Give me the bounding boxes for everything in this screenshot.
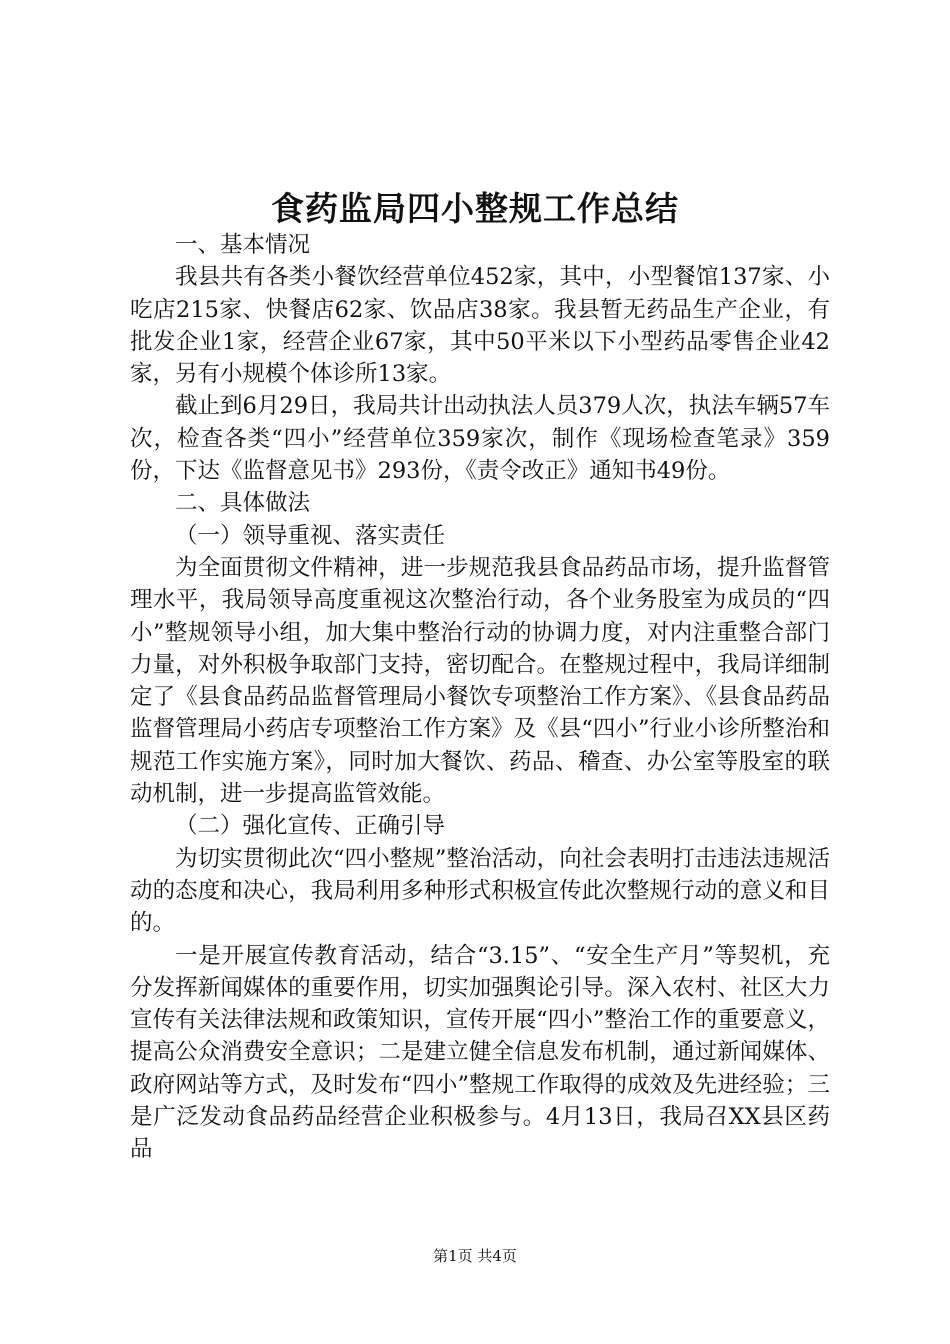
paragraph-subheading: （一）领导重视、落实责任 (175, 522, 446, 549)
page-footer: 第1页 共4页 (433, 1247, 517, 1265)
paragraph: 为全面贯彻文件精神，进一步规范我县食品药品市场，提升监督管理水平，我局领导高度重视这次整治行动，各个业务股室为成员的“四小”整规领导小组，加大集中整治行动的协调力度，对内注重整合部门力量，对外积极争取部门支持，密切配合。在整规过程中，我局详细制定了《县食品药品监督管理局小餐饮专项整治工作方案》、《县食品药品监督管理局小药店专项整治工作方案》及《县“四小”行业小诊所整治和规范工作实施方案》，同时加大餐饮、药品、稽查、办公室等股室的联动机制，进一步提高监管效能。 (130, 554, 830, 808)
paragraph: 我县共有各类小餐饮经营单位452家，其中，小型餐馆137家、小吃店215家、快餐店62家、饮品店38家。我县暂无药品生产企业，有批发企业1家，经营企业67家，其中50平米以下小型药品零售企业42家，另有小规模个体诊所13家。 (130, 264, 830, 388)
paragraph-subheading: （二）强化宣传、正确引导 (175, 813, 446, 840)
document-body (130, 229, 830, 1166)
paragraph: 一是开展宣传教育活动，结合“3.15”、“安全生产月”等契机，充分发挥新闻媒体的重要作用，切实加强舆论引导。深入农村、社区大力宣传有关法律法规和政策知识，宣传开展“四小”整治工作的重要意义，提高公众消费安全意识；二是建立健全信息发布机制，通过新闻媒体、政府网站等方式，及时发布“四小”整规工作取得的成效及先进经验；三是广泛发动食品药品经营企业积极参与。4月13日，我局召XX县区药品 (130, 942, 830, 1163)
document-title: 食药监局四小整规工作总结 (271, 189, 679, 228)
paragraph-section-heading: 一、基本情况 (175, 232, 311, 258)
paragraph: 为切实贯彻此次“四小整规”整治活动，向社会表明打击违法违规活动的态度和决心，我局利用多种形式积极宣传此次整规行动的意义和目的。 (130, 845, 830, 937)
paragraph: 截止到6月29日，我局共计出动执法人员379人次，执法车辆57车次，检查各类“四小”经营单位359家次，制作《现场检查笔录》359份，下达《监督意见书》293份，《责令改正》通知书49份。 (130, 393, 830, 485)
paragraph-section-heading: 二、具体做法 (175, 490, 311, 517)
